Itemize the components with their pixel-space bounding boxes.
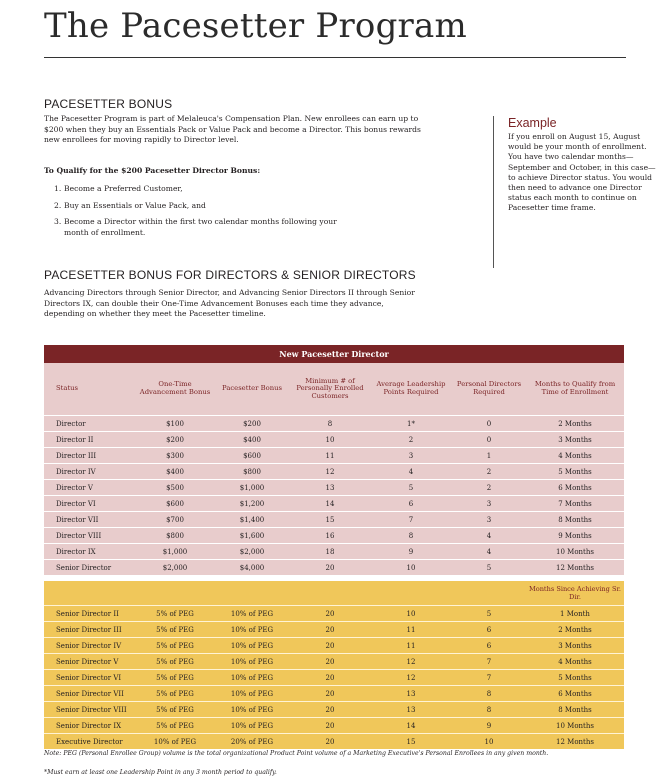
table-cell: 2 <box>452 464 526 480</box>
table-cell: Director VII <box>44 512 136 528</box>
table-row <box>44 622 624 638</box>
table-cell: 14 <box>290 496 370 512</box>
table-row <box>44 544 624 560</box>
table-cell: Senior Director VII <box>44 686 136 702</box>
table-cell: 12 <box>290 464 370 480</box>
table-cell: 11 <box>370 622 452 638</box>
table-cell: 5% of PEG <box>136 702 214 718</box>
table-row <box>44 686 624 702</box>
table-cell: Director II <box>44 432 136 448</box>
column-header: Pacesetter Bonus <box>214 363 290 416</box>
table-cell: Senior Director IV <box>44 638 136 654</box>
table-cell: $200 <box>136 432 214 448</box>
table-cell: 4 <box>452 528 526 544</box>
table-row <box>44 654 624 670</box>
pacesetter-table <box>44 345 624 749</box>
table-cell: $200 <box>214 416 290 432</box>
table-cell: 10% of PEG <box>214 638 290 654</box>
table-cell: 10% of PEG <box>214 686 290 702</box>
table-cell: Director <box>44 416 136 432</box>
table-cell: 6 <box>452 638 526 654</box>
table-cell: $4,000 <box>214 560 290 576</box>
table-cell: 9 <box>452 718 526 734</box>
table-cell: Senior Director V <box>44 654 136 670</box>
table-cell: 4 Months <box>526 654 624 670</box>
table-cell: 5 Months <box>526 464 624 480</box>
table-cell: 15 <box>290 512 370 528</box>
table-cell: 5% of PEG <box>136 622 214 638</box>
table-cell: 20 <box>290 670 370 686</box>
table-cell: 0 <box>452 416 526 432</box>
table-cell: 7 <box>370 512 452 528</box>
example-sidebar <box>493 116 658 268</box>
table-cell: 4 <box>370 464 452 480</box>
table-cell: 7 <box>452 670 526 686</box>
example-heading: Example <box>508 116 557 130</box>
table-cell: 2 <box>452 480 526 496</box>
table-cell: $700 <box>136 512 214 528</box>
table-cell: 11 <box>370 638 452 654</box>
senior-rows <box>44 606 624 750</box>
table-cell: $600 <box>136 496 214 512</box>
table-cell: 20 <box>290 718 370 734</box>
table-cell: 4 <box>452 544 526 560</box>
table-cell: 13 <box>370 686 452 702</box>
table-cell: 12 Months <box>526 734 624 750</box>
table-cell: $600 <box>214 448 290 464</box>
table-cell: 7 Months <box>526 496 624 512</box>
table-cell: 11 <box>290 448 370 464</box>
table-cell: 1 Month <box>526 606 624 622</box>
table-cell: Senior Director IX <box>44 718 136 734</box>
table-cell: 1* <box>370 416 452 432</box>
table-cell: 8 <box>452 686 526 702</box>
table-cell: 2 Months <box>526 416 624 432</box>
table-cell: $2,000 <box>214 544 290 560</box>
table-cell: 3 Months <box>526 638 624 654</box>
table-row <box>44 480 624 496</box>
table-cell: 20 <box>290 638 370 654</box>
table-cell: 5% of PEG <box>136 718 214 734</box>
table-cell: Director IV <box>44 464 136 480</box>
table-row <box>44 718 624 734</box>
table-cell: $400 <box>214 432 290 448</box>
table-cell: 5 <box>452 560 526 576</box>
table-cell: 12 <box>370 654 452 670</box>
table-cell: 18 <box>290 544 370 560</box>
footnote: *Must earn at least one Leadership Point in any 3 month period to qualify. <box>44 769 277 776</box>
table-cell: Director VIII <box>44 528 136 544</box>
column-header: One-Time Advancement Bonus <box>136 363 214 416</box>
pacesetter-bonus-body: The Pacesetter Program is part of Melaleuca's Compensation Plan. New enrollees can earn up to $200 when they buy an Essentials Pack or Value Pack and become a Director. This bonus rewards new enrollees for moving rapidly to Director level. <box>44 114 421 144</box>
table-cell: 20 <box>290 560 370 576</box>
qualify-steps <box>54 184 337 244</box>
page-title: The Pacesetter Program <box>44 6 467 46</box>
table-cell: 8 <box>290 416 370 432</box>
table-cell: 10 Months <box>526 718 624 734</box>
table-cell: Senior Director III <box>44 622 136 638</box>
table-cell: 12 <box>370 670 452 686</box>
table-cell: 9 Months <box>526 528 624 544</box>
peg-note: Note: PEG (Personal Enrollee Group) volume is the total organizational Product Point volume of a Marketing Executive's Personal Enrollees in any given month. <box>44 750 549 757</box>
table-cell: 10 <box>290 432 370 448</box>
table-cell: 3 <box>452 512 526 528</box>
example-body: If you enroll on August 15, August would be your month of enrollment. You have two calendar months—September and October, in this case—to achieve Director status. You would then need to advance one Director status each month to continue on Pacesetter time frame. <box>508 132 656 213</box>
directors-bonus-body: Advancing Directors through Senior Director, and Advancing Senior Directors II through Senior Directors IX, can double their One-Time Advancement Bonuses each time they advance, depending on whether they meet the Pacesetter timeline. <box>44 288 415 318</box>
table-cell: 6 Months <box>526 686 624 702</box>
table-cell: $500 <box>136 480 214 496</box>
table-cell: 10% of PEG <box>214 606 290 622</box>
table-cell: 5% of PEG <box>136 638 214 654</box>
table-cell: 10 <box>370 560 452 576</box>
table-cell: 16 <box>290 528 370 544</box>
table-cell: 20 <box>290 702 370 718</box>
qualify-heading: To Qualify for the $200 Pacesetter Director Bonus: <box>44 166 261 175</box>
table-cell: 3 <box>370 448 452 464</box>
table-header-row <box>44 363 624 416</box>
table-cell: Director V <box>44 480 136 496</box>
column-header: Average Leadership Points Required <box>370 363 452 416</box>
table-cell: 5% of PEG <box>136 686 214 702</box>
table-cell: 20 <box>290 622 370 638</box>
table-cell: 20 <box>290 686 370 702</box>
table-cell: 10% of PEG <box>214 702 290 718</box>
table-cell: 6 <box>370 496 452 512</box>
table-cell: 10% of PEG <box>136 734 214 750</box>
table-cell: 5% of PEG <box>136 606 214 622</box>
table-cell: 10 <box>452 734 526 750</box>
table-row <box>44 734 624 750</box>
senior-subheader-row <box>44 581 624 606</box>
table-cell: 14 <box>370 718 452 734</box>
table-cell: 3 Months <box>526 432 624 448</box>
table-cell: 5 <box>452 606 526 622</box>
senior-subheader: Months Since Achieving Sr. Dir. <box>526 581 624 606</box>
table-cell: $2,000 <box>136 560 214 576</box>
table-cell: 4 Months <box>526 448 624 464</box>
table-cell: Senior Director <box>44 560 136 576</box>
table-cell: 20% of PEG <box>214 734 290 750</box>
table-cell: $1,200 <box>214 496 290 512</box>
table-cell: $400 <box>136 464 214 480</box>
title-divider <box>44 57 626 58</box>
table-cell: $1,000 <box>136 544 214 560</box>
table-cell: 10% of PEG <box>214 670 290 686</box>
qualify-step: 3. Become a Director within the first two calendar months following your month of enrollment. <box>54 217 337 237</box>
column-header: Minimum # of Personally Enrolled Customers <box>290 363 370 416</box>
table-cell: 13 <box>370 702 452 718</box>
table-cell: Director VI <box>44 496 136 512</box>
table-cell: 20 <box>290 734 370 750</box>
table-row <box>44 496 624 512</box>
table-cell: $800 <box>214 464 290 480</box>
pacesetter-bonus-heading: PACESETTER BONUS <box>44 97 173 111</box>
table-cell: 5% of PEG <box>136 654 214 670</box>
table-cell: 6 Months <box>526 480 624 496</box>
table-cell: Director III <box>44 448 136 464</box>
table-row <box>44 464 624 480</box>
table-cell: $100 <box>136 416 214 432</box>
table-cell: 15 <box>370 734 452 750</box>
column-header: Status <box>44 363 136 416</box>
table-cell: 8 <box>452 702 526 718</box>
table-cell: 8 Months <box>526 512 624 528</box>
director-rows <box>44 416 624 576</box>
directors-bonus-heading: PACESETTER BONUS FOR DIRECTORS & SENIOR DIRECTORS <box>44 268 416 282</box>
table-cell: 10 Months <box>526 544 624 560</box>
table-row <box>44 528 624 544</box>
table-cell: 5% of PEG <box>136 670 214 686</box>
column-header: Personal Directors Required <box>452 363 526 416</box>
table-row <box>44 670 624 686</box>
table-cell: $1,600 <box>214 528 290 544</box>
table-cell: 2 Months <box>526 622 624 638</box>
table-cell: $1,000 <box>214 480 290 496</box>
table-cell: Senior Director II <box>44 606 136 622</box>
table-row <box>44 606 624 622</box>
table-row <box>44 702 624 718</box>
table-row <box>44 448 624 464</box>
table-cell: $300 <box>136 448 214 464</box>
table-cell: Executive Director <box>44 734 136 750</box>
column-header: Months to Qualify from Time of Enrollment <box>526 363 624 416</box>
table-cell: 8 <box>370 528 452 544</box>
table-cell: $1,400 <box>214 512 290 528</box>
table-cell: 10% of PEG <box>214 622 290 638</box>
table-cell: 5 <box>370 480 452 496</box>
table-cell: 1 <box>452 448 526 464</box>
table-banner: New Pacesetter Director <box>44 345 624 363</box>
qualify-step: 2. Buy an Essentials or Value Pack, and <box>54 200 206 210</box>
table-cell: 10% of PEG <box>214 654 290 670</box>
qualify-step: 1. Become a Preferred Customer, <box>54 184 183 193</box>
table-cell: Senior Director VI <box>44 670 136 686</box>
table-cell: Director IX <box>44 544 136 560</box>
table-cell: Senior Director VIII <box>44 702 136 718</box>
table-cell: 8 Months <box>526 702 624 718</box>
table-cell: 12 Months <box>526 560 624 576</box>
table-cell: 2 <box>370 432 452 448</box>
table-cell: $800 <box>136 528 214 544</box>
table-cell: 3 <box>452 496 526 512</box>
table-row <box>44 638 624 654</box>
table-cell: 7 <box>452 654 526 670</box>
table-row <box>44 512 624 528</box>
table-cell: 20 <box>290 654 370 670</box>
table-cell: 5 Months <box>526 670 624 686</box>
table-row <box>44 560 624 576</box>
table-cell: 0 <box>452 432 526 448</box>
table-cell: 13 <box>290 480 370 496</box>
table-row <box>44 416 624 432</box>
table-cell: 20 <box>290 606 370 622</box>
table-row <box>44 432 624 448</box>
table-cell: 10 <box>370 606 452 622</box>
table-cell: 9 <box>370 544 452 560</box>
table-cell: 10% of PEG <box>214 718 290 734</box>
table-cell: 6 <box>452 622 526 638</box>
